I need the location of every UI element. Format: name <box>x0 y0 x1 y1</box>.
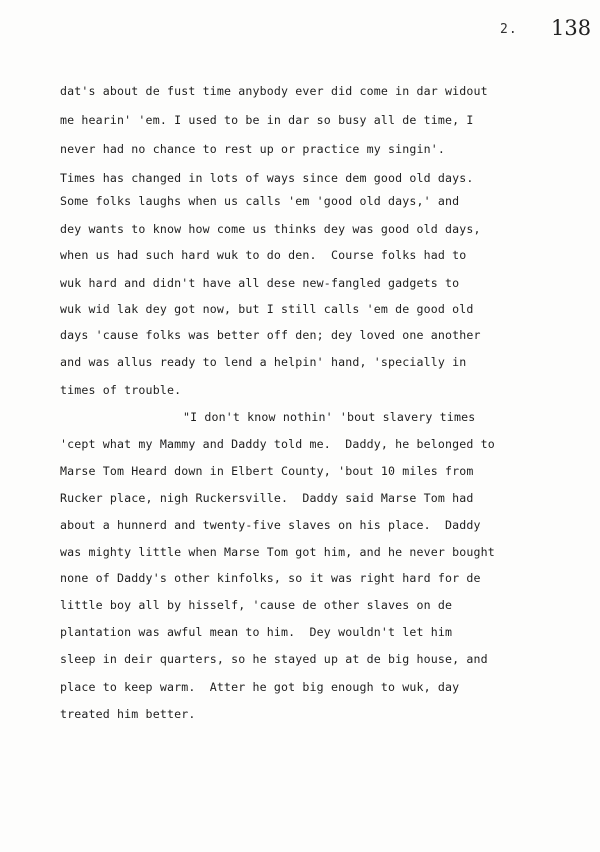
text-line: and was allus ready to lend a helpin' hand, 'specially in <box>60 355 467 369</box>
text-line: place to keep warm. Atter he got big enough to wuk, day <box>60 680 460 694</box>
text-line: Marse Tom Heard down in Elbert County, 'bout 10 miles from <box>60 464 474 478</box>
text-line: dey wants to know how come us thinks dey was good old days, <box>60 222 481 236</box>
text-line: "I don't know nothin' 'bout slavery times <box>183 410 476 424</box>
text-line: Times has changed in lots of ways since dem good old days. <box>60 171 474 185</box>
text-line: was mighty little when Marse Tom got him, and he never bought <box>60 545 495 559</box>
stamped-page-number: 138 <box>551 16 592 40</box>
text-line: days 'cause folks was better off den; dey loved one another <box>60 328 481 342</box>
text-line: dat's about de fust time anybody ever did come in dar widout <box>60 84 488 98</box>
text-line: when us had such hard wuk to do den. Course folks had to <box>60 248 467 262</box>
text-line: wuk wid lak dey got now, but I still calls 'em de good old <box>60 302 474 316</box>
text-line: little boy all by hisself, 'cause de other slaves on de <box>60 598 453 612</box>
text-line: Some folks laughs when us calls 'em 'good old days,' and <box>60 194 460 208</box>
text-line: sleep in deir quarters, so he stayed up at de big house, and <box>60 652 488 666</box>
page-number: 2. <box>500 22 518 37</box>
text-line: times of trouble. <box>60 383 182 397</box>
text-line: 'cept what my Mammy and Daddy told me. Daddy, he belonged to <box>60 437 495 451</box>
text-line: none of Daddy's other kinfolks, so it was right hard for de <box>60 571 481 585</box>
text-line: about a hunnerd and twenty-five slaves on his place. Daddy <box>60 518 481 532</box>
text-line: never had no chance to rest up or practice my singin'. <box>60 142 446 156</box>
text-line: Rucker place, nigh Ruckersville. Daddy said Marse Tom had <box>60 491 474 505</box>
text-line: treated him better. <box>60 707 196 721</box>
text-line: me hearin' 'em. I used to be in dar so busy all de time, I <box>60 113 474 127</box>
text-line: wuk hard and didn't have all dese new-fangled gadgets to <box>60 276 460 290</box>
text-line: plantation was awful mean to him. Dey wouldn't let him <box>60 625 453 639</box>
